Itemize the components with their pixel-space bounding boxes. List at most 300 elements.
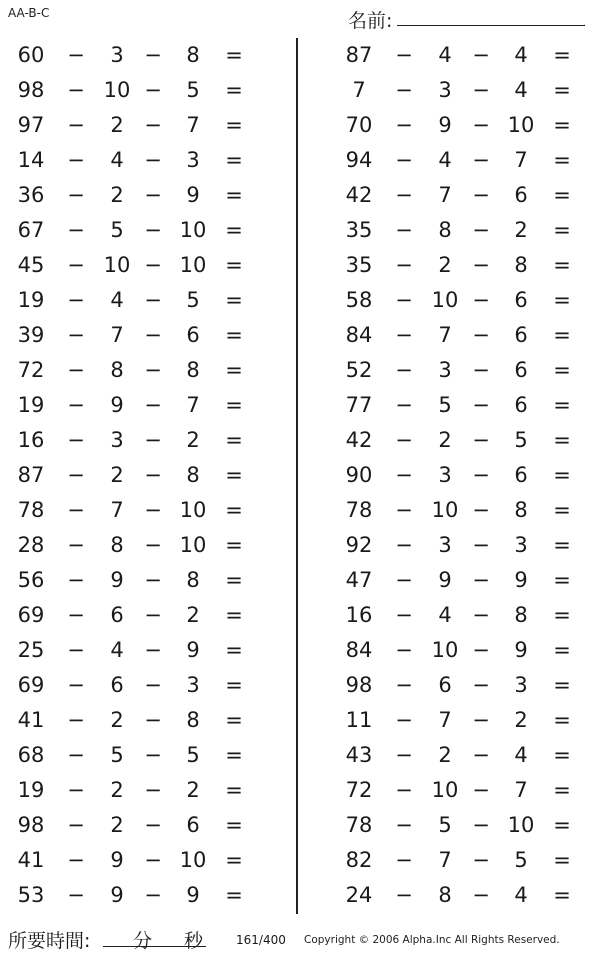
equals-sign: = — [225, 883, 243, 907]
problem-row — [0, 563, 280, 598]
minus-sign: − — [144, 708, 162, 732]
subtrahend-1: 7 — [110, 323, 124, 347]
minus-sign: − — [144, 568, 162, 592]
minus-sign: − — [144, 323, 162, 347]
subtrahend-2: 8 — [186, 358, 200, 382]
minus-sign: − — [472, 603, 490, 627]
equals-sign: = — [225, 848, 243, 872]
minuend: 11 — [345, 708, 373, 732]
problem-row — [328, 283, 600, 318]
equals-sign: = — [225, 113, 243, 137]
right-problem-column — [328, 38, 600, 913]
minuend: 25 — [17, 638, 45, 662]
problem-row — [328, 213, 600, 248]
minuend: 69 — [17, 673, 45, 697]
minus-sign: − — [395, 568, 413, 592]
subtrahend-1: 10 — [431, 288, 459, 312]
minuend: 69 — [17, 603, 45, 627]
minus-sign: − — [144, 883, 162, 907]
subtrahend-1: 3 — [110, 43, 124, 67]
minus-sign: − — [144, 148, 162, 172]
minus-sign: − — [144, 743, 162, 767]
subtrahend-1: 7 — [110, 498, 124, 522]
subtrahend-1: 3 — [438, 463, 452, 487]
minus-sign: − — [395, 323, 413, 347]
subtrahend-1: 5 — [438, 813, 452, 837]
minus-sign: − — [395, 43, 413, 67]
minus-sign: − — [472, 428, 490, 452]
minus-sign: − — [67, 638, 85, 662]
minuend: 94 — [345, 148, 373, 172]
minuend: 42 — [345, 183, 373, 207]
subtrahend-2: 4 — [514, 883, 528, 907]
equals-sign: = — [553, 253, 571, 277]
subtrahend-1: 8 — [110, 358, 124, 382]
minus-sign: − — [472, 358, 490, 382]
minuend: 97 — [17, 113, 45, 137]
subtrahend-1: 4 — [438, 148, 452, 172]
time-required-label: 所要時間: — [8, 930, 91, 952]
problem-row — [0, 283, 280, 318]
subtrahend-1: 10 — [431, 778, 459, 802]
problem-row — [0, 703, 280, 738]
minus-sign: − — [472, 393, 490, 417]
minus-sign: − — [144, 288, 162, 312]
minus-sign: − — [144, 253, 162, 277]
minuend: 84 — [345, 638, 373, 662]
subtrahend-1: 2 — [110, 708, 124, 732]
subtrahend-2: 8 — [186, 568, 200, 592]
minuend: 98 — [17, 78, 45, 102]
problem-row — [0, 493, 280, 528]
equals-sign: = — [225, 778, 243, 802]
equals-sign: = — [225, 463, 243, 487]
subtrahend-2: 6 — [514, 358, 528, 382]
minus-sign: − — [472, 463, 490, 487]
equals-sign: = — [553, 463, 571, 487]
minus-sign: − — [395, 778, 413, 802]
minus-sign: − — [472, 183, 490, 207]
minus-sign: − — [144, 673, 162, 697]
subtrahend-2: 5 — [186, 288, 200, 312]
minus-sign: − — [67, 428, 85, 452]
subtrahend-1: 2 — [110, 813, 124, 837]
minus-sign: − — [144, 218, 162, 242]
subtrahend-2: 8 — [514, 603, 528, 627]
minuend: 35 — [345, 218, 373, 242]
minus-sign: − — [67, 673, 85, 697]
equals-sign: = — [225, 428, 243, 452]
minus-sign: − — [144, 638, 162, 662]
problem-row — [328, 773, 600, 808]
minuend: 45 — [17, 253, 45, 277]
subtrahend-1: 6 — [110, 603, 124, 627]
equals-sign: = — [225, 708, 243, 732]
minus-sign: − — [395, 358, 413, 382]
minus-sign: − — [395, 498, 413, 522]
subtrahend-2: 9 — [186, 638, 200, 662]
minuend: 78 — [17, 498, 45, 522]
problem-row — [0, 423, 280, 458]
equals-sign: = — [553, 428, 571, 452]
minuend: 16 — [17, 428, 45, 452]
minuend: 36 — [17, 183, 45, 207]
subtrahend-2: 6 — [514, 323, 528, 347]
problem-row — [328, 633, 600, 668]
problem-row — [0, 738, 280, 773]
subtrahend-1: 9 — [110, 848, 124, 872]
equals-sign: = — [225, 253, 243, 277]
problem-row — [0, 178, 280, 213]
minuend: 16 — [345, 603, 373, 627]
minuend: 98 — [345, 673, 373, 697]
equals-sign: = — [225, 288, 243, 312]
subtrahend-2: 7 — [186, 393, 200, 417]
subtrahend-1: 4 — [110, 638, 124, 662]
subtrahend-2: 5 — [514, 848, 528, 872]
minuend: 98 — [17, 813, 45, 837]
minus-sign: − — [67, 78, 85, 102]
equals-sign: = — [225, 813, 243, 837]
equals-sign: = — [225, 393, 243, 417]
subtrahend-2: 2 — [186, 778, 200, 802]
subtrahend-2: 7 — [514, 778, 528, 802]
minus-sign: − — [67, 323, 85, 347]
minus-sign: − — [144, 778, 162, 802]
subtrahend-1: 10 — [103, 253, 131, 277]
minus-sign: − — [395, 673, 413, 697]
subtrahend-2: 5 — [514, 428, 528, 452]
problem-row — [0, 528, 280, 563]
minuend: 68 — [17, 743, 45, 767]
minuend: 84 — [345, 323, 373, 347]
problem-row — [0, 668, 280, 703]
page-number: 161/400 — [236, 933, 286, 947]
minus-sign: − — [472, 638, 490, 662]
minus-sign: − — [395, 603, 413, 627]
minuend: 60 — [17, 43, 45, 67]
subtrahend-2: 10 — [507, 813, 535, 837]
minus-sign: − — [144, 498, 162, 522]
minus-sign: − — [472, 218, 490, 242]
subtrahend-2: 6 — [514, 183, 528, 207]
problem-row — [328, 843, 600, 878]
minuend: 72 — [17, 358, 45, 382]
problem-row — [0, 878, 280, 913]
minus-sign: − — [67, 708, 85, 732]
minuend: 58 — [345, 288, 373, 312]
subtrahend-1: 8 — [438, 218, 452, 242]
problem-row — [0, 248, 280, 283]
minuend: 14 — [17, 148, 45, 172]
name-label: 名前: — [348, 10, 393, 32]
minuend: 87 — [345, 43, 373, 67]
minus-sign: − — [472, 323, 490, 347]
minus-sign: − — [395, 288, 413, 312]
equals-sign: = — [553, 498, 571, 522]
subtrahend-2: 3 — [514, 533, 528, 557]
subtrahend-1: 6 — [110, 673, 124, 697]
subtrahend-2: 9 — [514, 638, 528, 662]
minuend: 78 — [345, 498, 373, 522]
subtrahend-2: 3 — [186, 673, 200, 697]
subtrahend-2: 9 — [186, 883, 200, 907]
minus-sign: − — [395, 848, 413, 872]
equals-sign: = — [225, 323, 243, 347]
subtrahend-2: 7 — [186, 113, 200, 137]
subtrahend-2: 8 — [186, 43, 200, 67]
problem-row — [0, 318, 280, 353]
equals-sign: = — [553, 183, 571, 207]
problem-row — [328, 178, 600, 213]
problem-row — [0, 143, 280, 178]
minuend: 87 — [17, 463, 45, 487]
subtrahend-1: 9 — [438, 113, 452, 137]
subtrahend-1: 7 — [438, 848, 452, 872]
minus-sign: − — [395, 743, 413, 767]
minuend: 72 — [345, 778, 373, 802]
subtrahend-1: 5 — [110, 218, 124, 242]
minuend: 41 — [17, 708, 45, 732]
subtrahend-2: 3 — [514, 673, 528, 697]
minus-sign: − — [144, 428, 162, 452]
equals-sign: = — [553, 778, 571, 802]
problem-row — [328, 423, 600, 458]
problem-row — [0, 353, 280, 388]
minus-sign: − — [144, 603, 162, 627]
problem-row — [328, 388, 600, 423]
subtrahend-2: 4 — [514, 78, 528, 102]
subtrahend-1: 2 — [438, 253, 452, 277]
problem-row — [328, 528, 600, 563]
minuend: 82 — [345, 848, 373, 872]
equals-sign: = — [225, 638, 243, 662]
subtrahend-2: 4 — [514, 43, 528, 67]
equals-sign: = — [225, 43, 243, 67]
minus-sign: − — [67, 358, 85, 382]
minuend: 47 — [345, 568, 373, 592]
minus-sign: − — [472, 568, 490, 592]
subtrahend-1: 2 — [438, 428, 452, 452]
name-line-dot: . — [583, 18, 587, 29]
minuend: 56 — [17, 568, 45, 592]
subtrahend-1: 2 — [110, 183, 124, 207]
problem-row — [328, 38, 600, 73]
minus-sign: − — [144, 533, 162, 557]
problem-row — [0, 213, 280, 248]
minus-sign: − — [395, 253, 413, 277]
equals-sign: = — [225, 533, 243, 557]
subtrahend-2: 10 — [179, 848, 207, 872]
equals-sign: = — [225, 183, 243, 207]
subtrahend-2: 4 — [514, 743, 528, 767]
minus-sign: − — [67, 463, 85, 487]
subtrahend-1: 9 — [110, 393, 124, 417]
minutes-unit: 分 — [133, 930, 153, 952]
minuend: 90 — [345, 463, 373, 487]
minuend: 7 — [352, 78, 366, 102]
subtrahend-1: 5 — [438, 393, 452, 417]
equals-sign: = — [553, 148, 571, 172]
minus-sign: − — [472, 778, 490, 802]
problem-row — [328, 703, 600, 738]
equals-sign: = — [553, 113, 571, 137]
minuend: 35 — [345, 253, 373, 277]
problem-row — [0, 73, 280, 108]
subtrahend-1: 3 — [438, 533, 452, 557]
subtrahend-2: 6 — [186, 813, 200, 837]
minuend: 19 — [17, 288, 45, 312]
minus-sign: − — [395, 113, 413, 137]
minuend: 24 — [345, 883, 373, 907]
minus-sign: − — [395, 148, 413, 172]
minus-sign: − — [395, 708, 413, 732]
problem-row — [328, 878, 600, 913]
name-blank-line[interactable] — [397, 25, 585, 26]
subtrahend-2: 2 — [514, 218, 528, 242]
equals-sign: = — [553, 708, 571, 732]
subtrahend-2: 9 — [514, 568, 528, 592]
minuend: 41 — [17, 848, 45, 872]
minus-sign: − — [395, 218, 413, 242]
subtrahend-2: 6 — [514, 288, 528, 312]
minus-sign: − — [144, 463, 162, 487]
problem-row — [0, 598, 280, 633]
subtrahend-2: 10 — [179, 533, 207, 557]
minus-sign: − — [67, 498, 85, 522]
subtrahend-2: 2 — [514, 708, 528, 732]
subtrahend-2: 10 — [179, 498, 207, 522]
minus-sign: − — [144, 43, 162, 67]
minus-sign: − — [395, 393, 413, 417]
problem-row — [328, 738, 600, 773]
minuend: 92 — [345, 533, 373, 557]
problem-row — [328, 458, 600, 493]
minus-sign: − — [472, 113, 490, 137]
subtrahend-2: 6 — [514, 393, 528, 417]
minus-sign: − — [144, 358, 162, 382]
problem-row — [328, 318, 600, 353]
minus-sign: − — [67, 883, 85, 907]
minuend: 52 — [345, 358, 373, 382]
subtrahend-1: 7 — [438, 708, 452, 732]
equals-sign: = — [225, 673, 243, 697]
problem-row — [328, 143, 600, 178]
problem-row — [328, 248, 600, 283]
minuend: 77 — [345, 393, 373, 417]
seconds-unit: 秒 — [184, 930, 204, 952]
problem-row — [0, 108, 280, 143]
subtrahend-2: 5 — [186, 78, 200, 102]
equals-sign: = — [553, 288, 571, 312]
equals-sign: = — [553, 43, 571, 67]
minus-sign: − — [472, 78, 490, 102]
subtrahend-1: 10 — [103, 78, 131, 102]
problem-row — [328, 108, 600, 143]
minus-sign: − — [144, 813, 162, 837]
minus-sign: − — [472, 253, 490, 277]
minuend: 39 — [17, 323, 45, 347]
subtrahend-1: 8 — [438, 883, 452, 907]
subtrahend-2: 5 — [186, 743, 200, 767]
minus-sign: − — [395, 813, 413, 837]
minus-sign: − — [67, 848, 85, 872]
minus-sign: − — [395, 428, 413, 452]
subtrahend-1: 2 — [110, 778, 124, 802]
minus-sign: − — [67, 603, 85, 627]
problem-row — [0, 773, 280, 808]
subtrahend-1: 7 — [438, 183, 452, 207]
minuend: 78 — [345, 813, 373, 837]
minus-sign: − — [395, 638, 413, 662]
subtrahend-1: 3 — [438, 358, 452, 382]
subtrahend-2: 2 — [186, 428, 200, 452]
problem-row — [0, 458, 280, 493]
minus-sign: − — [67, 43, 85, 67]
minus-sign: − — [472, 498, 490, 522]
minus-sign: − — [472, 533, 490, 557]
minus-sign: − — [67, 743, 85, 767]
problem-row — [328, 598, 600, 633]
equals-sign: = — [553, 673, 571, 697]
copyright-notice: Copyright © 2006 Alpha.Inc All Rights Reserved. — [304, 934, 560, 946]
minus-sign: − — [67, 288, 85, 312]
subtrahend-1: 4 — [438, 603, 452, 627]
problem-row — [328, 808, 600, 843]
equals-sign: = — [553, 393, 571, 417]
subtrahend-2: 10 — [179, 253, 207, 277]
subtrahend-2: 8 — [514, 253, 528, 277]
equals-sign: = — [225, 603, 243, 627]
minus-sign: − — [472, 43, 490, 67]
minus-sign: − — [472, 708, 490, 732]
minuend: 28 — [17, 533, 45, 557]
minus-sign: − — [67, 148, 85, 172]
minus-sign: − — [144, 183, 162, 207]
minuend: 19 — [17, 778, 45, 802]
equals-sign: = — [225, 743, 243, 767]
minuend: 42 — [345, 428, 373, 452]
subtrahend-1: 2 — [110, 113, 124, 137]
minus-sign: − — [67, 113, 85, 137]
minus-sign: − — [472, 743, 490, 767]
minus-sign: − — [395, 533, 413, 557]
subtrahend-2: 6 — [514, 463, 528, 487]
subtrahend-2: 9 — [186, 183, 200, 207]
subtrahend-1: 8 — [110, 533, 124, 557]
minus-sign: − — [395, 883, 413, 907]
subtrahend-2: 10 — [179, 218, 207, 242]
minus-sign: − — [472, 813, 490, 837]
subtrahend-1: 4 — [438, 43, 452, 67]
problem-row — [328, 353, 600, 388]
equals-sign: = — [553, 78, 571, 102]
worksheet-code: AA-B-C — [8, 6, 50, 20]
minuend: 43 — [345, 743, 373, 767]
subtrahend-1: 5 — [110, 743, 124, 767]
minus-sign: − — [395, 78, 413, 102]
subtrahend-2: 8 — [186, 708, 200, 732]
subtrahend-1: 2 — [438, 743, 452, 767]
subtrahend-2: 8 — [186, 463, 200, 487]
equals-sign: = — [225, 498, 243, 522]
minus-sign: − — [144, 78, 162, 102]
subtrahend-1: 7 — [438, 323, 452, 347]
problem-row — [328, 73, 600, 108]
equals-sign: = — [553, 813, 571, 837]
equals-sign: = — [553, 848, 571, 872]
subtrahend-1: 3 — [110, 428, 124, 452]
